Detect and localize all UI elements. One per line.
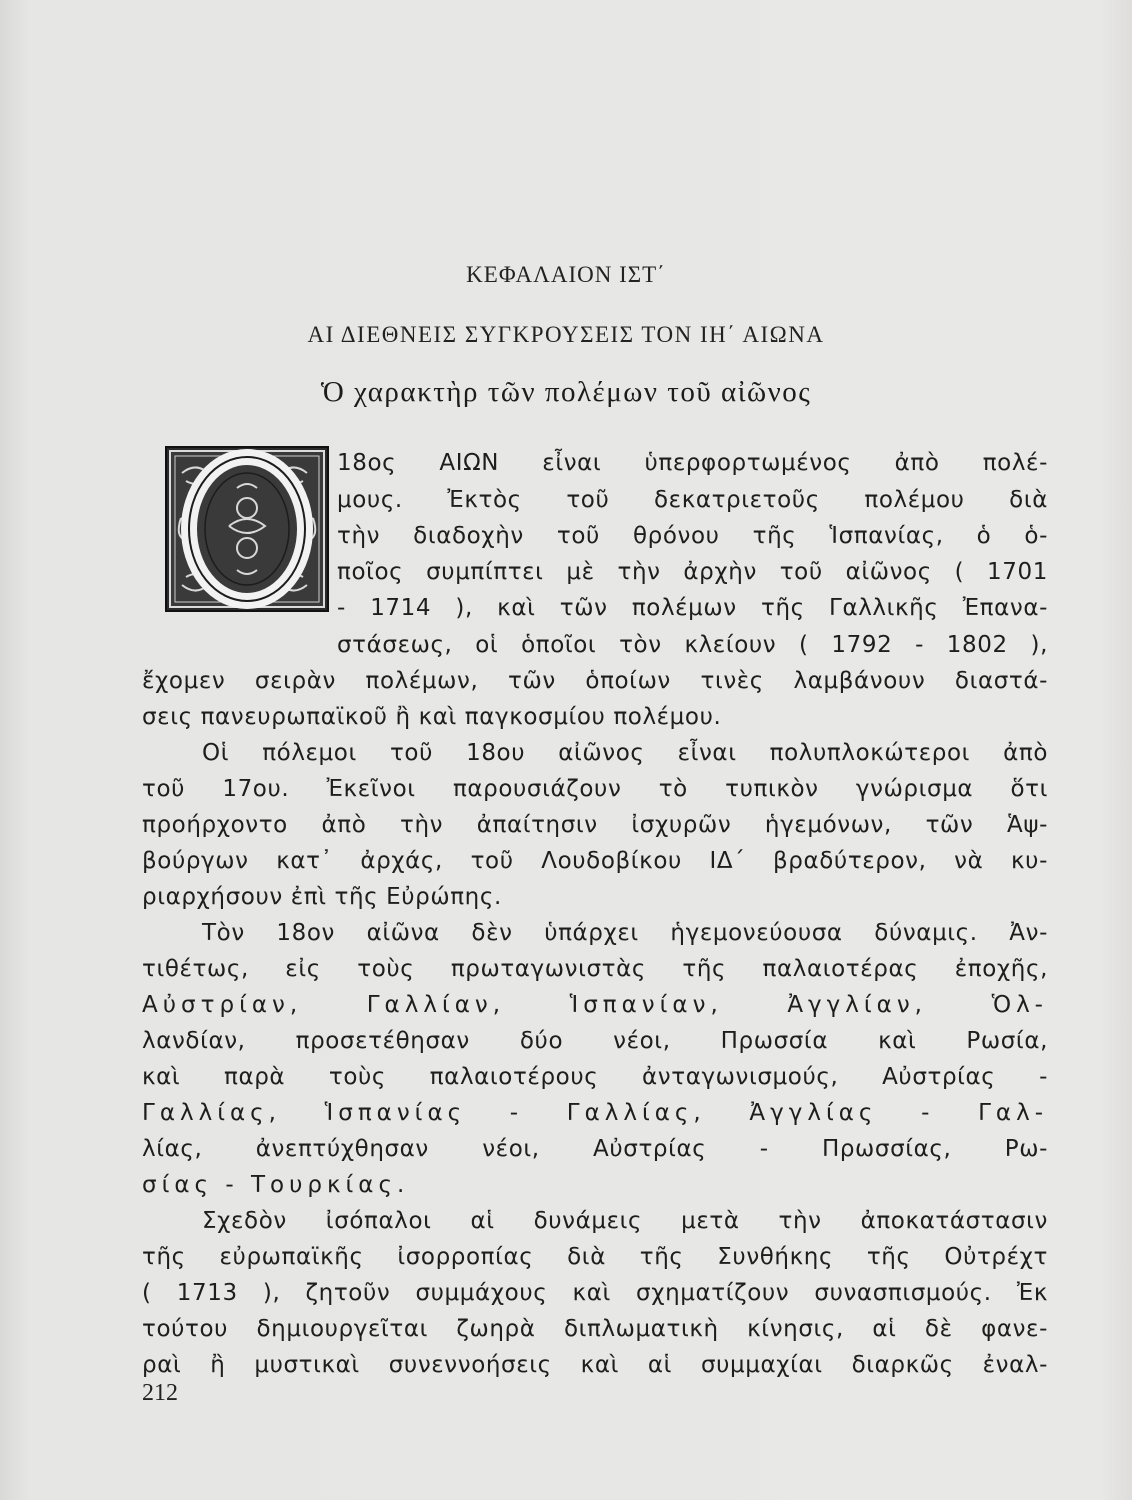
part-title: ΑΙ ΔΙΕΘΝΕΙΣ ΣΥΓΚΡΟΥΣΕΙΣ ΤΟΝ ΙΗ΄ ΑΙΩΝΑ xyxy=(307,322,825,347)
text-line: ( 1713 ), ζητοῦν συμμάχους καὶ σχηματίζουν συνασπισμούς. Ἐκ xyxy=(142,1280,1048,1306)
text-line: προήρχοντο ἀπὸ τὴν ἀπαίτησιν ἰσχυρῶν ἡγεμόνων, τῶν Ἁψ- xyxy=(142,812,1048,838)
drop-cap-ornament-icon xyxy=(167,448,327,610)
text-line: τιθέτως, εἰς τοὺς πρωταγωνιστὰς τῆς παλαιοτέρας ἐποχῆς, xyxy=(142,956,1048,982)
text-line: μους. Ἐκτὸς τοῦ δεκατριετοῦς πολέμου διὰ xyxy=(337,487,1048,513)
text-line: τοῦ 17ου. Ἐκεῖνοι παρουσιάζουν τὸ τυπικὸν γνώρισμα ὅτι xyxy=(142,776,1048,802)
text-line: Αὐστρίαν, Γαλλίαν, Ἱσπανίαν, Ἀγγλίαν, Ὁλ- xyxy=(142,992,1048,1018)
ornamental-drop-cap xyxy=(165,446,329,612)
text-line: βούργων κατ᾽ ἀρχάς, τοῦ Λουδοβίκου ΙΔ΄ βραδύτερον, νὰ κυ- xyxy=(142,848,1048,874)
text-line: ποῖος συμπίπτει μὲ τὴν ἀρχὴν τοῦ αἰῶνος ( 1701 xyxy=(337,559,1048,585)
text-line: τούτου δημιουργεῖται ζωηρὰ διπλωματικὴ κίνησις, αἱ δὲ φανε- xyxy=(142,1316,1048,1342)
text-line: ραὶ ἢ μυστικαὶ συνεννοήσεις καὶ αἱ συμμαχίαι διαρκῶς ἐναλ- xyxy=(142,1352,1048,1378)
text-line: σίας - Τουρκίας. xyxy=(142,1172,410,1198)
section-title: Ὁ χαρακτὴρ τῶν πολέμων τοῦ αἰῶνος xyxy=(320,376,812,408)
text-line: ριαρχήσουν ἐπὶ τῆς Εὐρώπης. xyxy=(142,884,502,910)
text-line: στάσεως, οἱ ὁποῖοι τὸν κλείουν ( 1792 - 1802 ), xyxy=(337,632,1048,658)
text-line: ἔχομεν σειρὰν πολέμων, τῶν ὁποίων τινὲς λαμβάνουν διαστά- xyxy=(142,668,1048,694)
text-line: σεις πανευρωπαϊκοῦ ἢ καὶ παγκοσμίου πολέμου. xyxy=(142,704,722,730)
text-line: λανδίαν, προσετέθησαν δύο νέοι, Πρωσσία καὶ Ρωσία, xyxy=(142,1028,1048,1054)
page-number: 212 xyxy=(142,1380,178,1406)
text-line: τὴν διαδοχὴν τοῦ θρόνου τῆς Ἱσπανίας, ὁ ὁ- xyxy=(337,523,1048,549)
text-line: Τὸν 18ον αἰῶνα δὲν ὑπάρχει ἡγεμονεύουσα δύναμις. Ἀν- xyxy=(202,920,1048,946)
text-line: λίας, ἀνεπτύχθησαν νέοι, Αὐστρίας - Πρωσσίας, Ρω- xyxy=(142,1136,1048,1162)
text-line: Σχεδὸν ἰσόπαλοι αἱ δυνάμεις μετὰ τὴν ἀποκατάστασιν xyxy=(202,1208,1048,1234)
text-line: Οἱ πόλεμοι τοῦ 18ου αἰῶνος εἶναι πολυπλοκώτεροι ἀπὸ xyxy=(202,740,1048,766)
text-line: 18ος ΑΙΩΝ εἶναι ὑπερφορτωμένος ἀπὸ πολέ- xyxy=(337,450,1048,476)
text-line: τῆς εὐρωπαϊκῆς ἰσορροπίας διὰ τῆς Συνθήκης τῆς Οὐτρέχτ xyxy=(142,1244,1048,1270)
chapter-heading: ΚΕΦΑΛΑΙΟΝ ΙΣΤ΄ xyxy=(466,262,666,287)
text-line: - 1714 ), καὶ τῶν πολέμων τῆς Γαλλικῆς Ἐπανα- xyxy=(337,595,1048,621)
text-line: καὶ παρὰ τοὺς παλαιοτέρους ἀνταγωνισμούς, Αὐστρίας - xyxy=(142,1064,1048,1090)
text-line: Γαλλίας, Ἱσπανίας - Γαλλίας, Ἀγγλίας - Γαλ- xyxy=(142,1100,1048,1126)
